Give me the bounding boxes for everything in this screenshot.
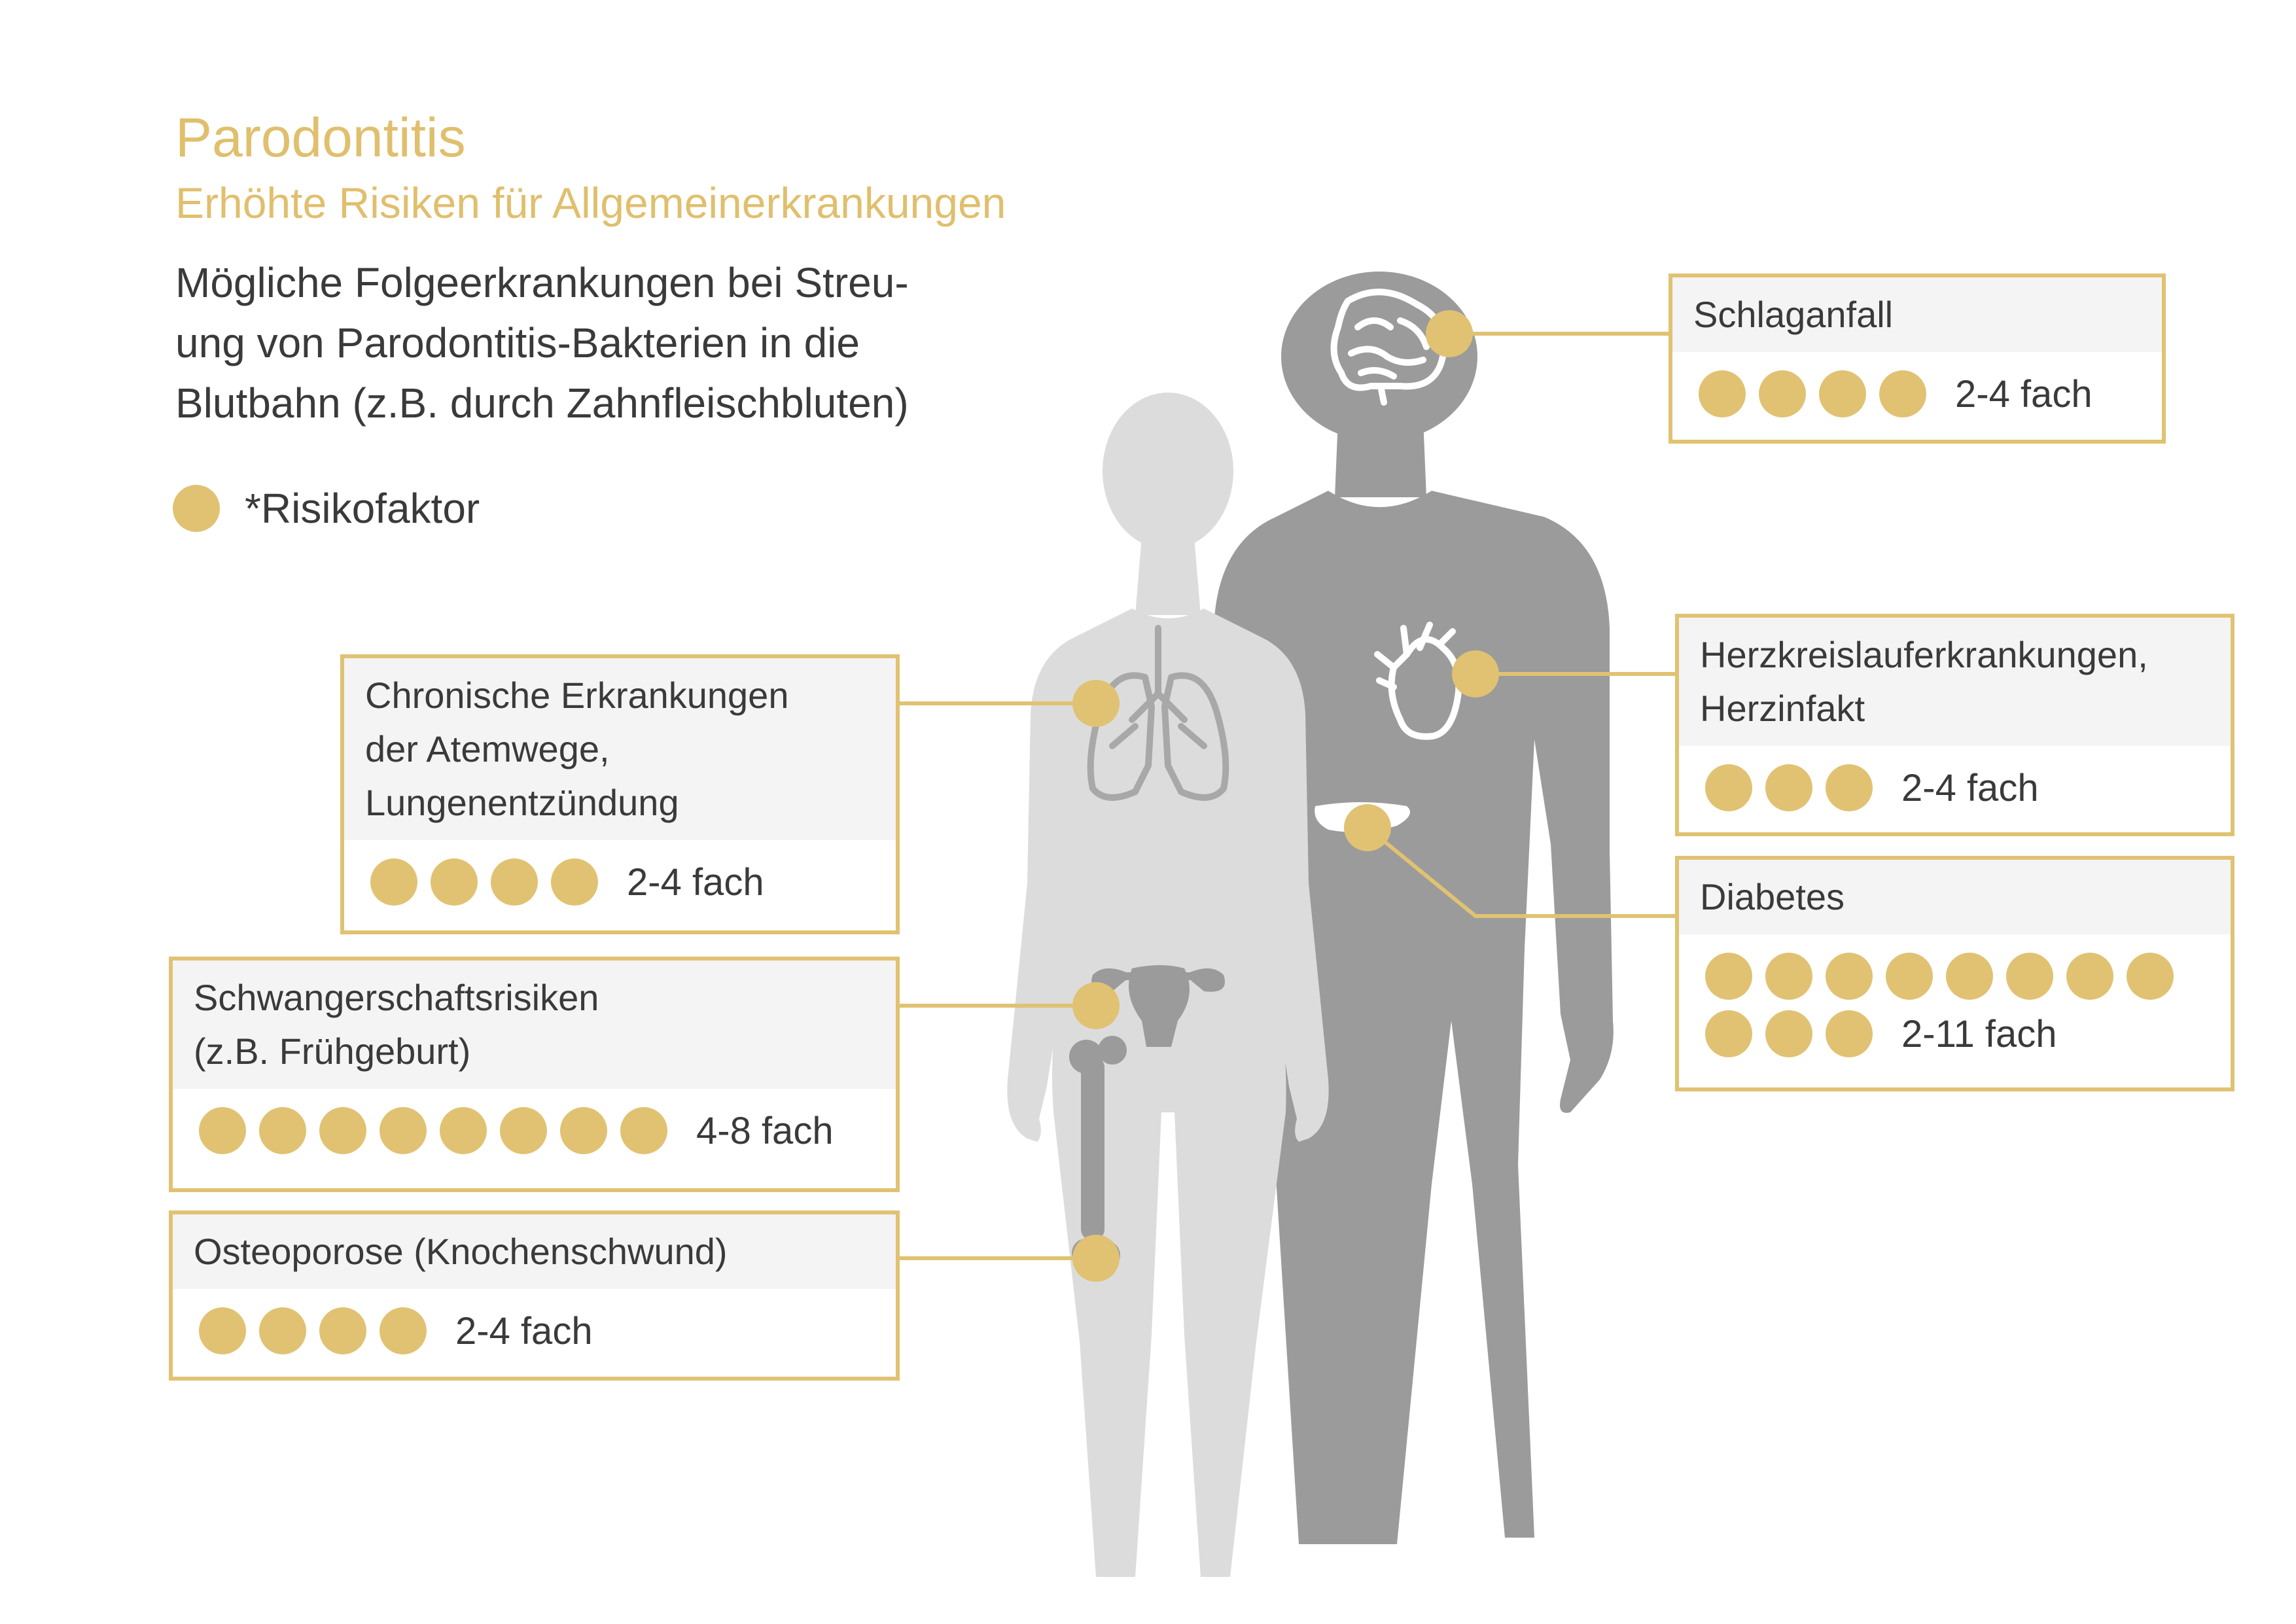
marker-lungs	[1072, 680, 1120, 727]
risk-label-line: Schlaganfall	[1693, 294, 1894, 335]
risk-box-head	[1679, 618, 2231, 746]
risk-factor-dot-icon	[500, 1107, 547, 1154]
legend	[173, 484, 480, 533]
page-title: Parodontitis	[175, 107, 466, 168]
intro-line: ung von Parodontitis-Bakterien in die	[175, 319, 860, 366]
risk-label-line: Herzinfakt	[1700, 688, 1865, 729]
risk-factor-dot-icon	[1886, 953, 1933, 1000]
intro-text	[175, 253, 909, 433]
risk-box-herz	[1675, 614, 2234, 836]
risk-factor-dot-icon	[380, 1107, 427, 1154]
risk-factor-label: 2-4 fach	[1901, 766, 2039, 809]
risk-box-head	[1679, 860, 2231, 934]
risk-dots	[1672, 352, 2162, 444]
risk-factor-dot-icon	[560, 1107, 607, 1154]
marker-brain	[1426, 310, 1473, 357]
risk-factor-label: 2-11 fach	[1901, 1012, 2057, 1055]
risk-box-head	[1672, 277, 2162, 352]
risk-label-line: (z.B. Frühgeburt)	[194, 1031, 471, 1072]
risk-factor-dot-icon	[1765, 953, 1812, 1000]
legend-label: *Risikofaktor	[245, 485, 480, 532]
marker-pancreas	[1344, 804, 1391, 851]
marker-bone	[1072, 1235, 1120, 1282]
risk-factor-dot-icon	[1705, 764, 1752, 811]
risk-factor-dot-icon	[1819, 370, 1866, 417]
risk-label-line: Schwangerschaftsrisiken	[194, 977, 599, 1018]
risk-factor-dot-icon	[370, 858, 417, 906]
risk-factor-dot-icon	[1759, 370, 1806, 417]
risk-dots	[344, 840, 896, 932]
risk-factor-dot-icon	[1765, 1010, 1812, 1057]
risk-label-line: Herzkreislauferkrankungen,	[1700, 634, 2148, 675]
risk-dots	[173, 1289, 896, 1381]
risk-factor-dot-icon	[1879, 370, 1926, 417]
risk-factor-dot-icon	[199, 1107, 246, 1154]
risk-box-osteoporose	[169, 1210, 900, 1381]
risk-factor-dot-icon	[259, 1307, 306, 1354]
risk-factor-dot-icon	[199, 1307, 246, 1354]
marker-uterus	[1072, 982, 1120, 1029]
risk-factor-dot-icon	[259, 1107, 306, 1154]
risk-box-atemwege	[340, 654, 900, 934]
risk-factor-dot-icon	[440, 1107, 487, 1154]
risk-factor-dot-icon	[2006, 953, 2053, 1000]
risk-box-head	[173, 1214, 896, 1289]
risk-factor-label: 2-4 fach	[455, 1309, 593, 1352]
risk-factor-dot-icon	[1826, 953, 1873, 1000]
risk-box-schlaganfall	[1669, 274, 2166, 444]
risk-factor-dot-icon	[1705, 953, 1752, 1000]
risk-factor-dot-icon	[620, 1107, 667, 1154]
risk-factor-dot-icon	[319, 1107, 366, 1154]
risk-dots	[173, 1089, 896, 1180]
intro-line: Blutbahn (z.B. durch Zahnfleischbluten)	[175, 380, 909, 427]
risk-label-line: Lungenentzündung	[365, 782, 679, 823]
risk-box-diabetes	[1675, 856, 2234, 1091]
risk-box-head	[344, 658, 896, 840]
risk-factor-dot-icon	[1699, 370, 1746, 417]
risk-factor-label: 2-4 fach	[627, 860, 764, 904]
risk-factor-dot-icon	[2066, 953, 2113, 1000]
risk-factor-dot-icon	[431, 858, 478, 906]
risk-factor-dot-icon	[173, 485, 220, 532]
risk-factor-dot-icon	[1826, 1010, 1873, 1057]
risk-label-line: der Atemwege,	[365, 728, 610, 769]
intro-line: Mögliche Folgeerkrankungen bei Streu-	[175, 259, 909, 306]
risk-factor-label: 4-8 fach	[696, 1109, 834, 1152]
risk-factor-dot-icon	[491, 858, 538, 906]
risk-dots	[1679, 934, 2231, 1084]
risk-label-line: Chronische Erkrankungen	[365, 675, 789, 716]
risk-box-head	[173, 961, 896, 1089]
risk-dots	[1679, 746, 2231, 838]
marker-heart	[1452, 650, 1499, 697]
risk-factor-label: 2-4 fach	[1955, 372, 2093, 415]
risk-label-line: Osteoporose (Knochenschwund)	[194, 1231, 728, 1272]
risk-factor-dot-icon	[2127, 953, 2174, 1000]
risk-box-schwangerschaft	[169, 957, 900, 1192]
risk-factor-dot-icon	[380, 1307, 427, 1354]
risk-factor-dot-icon	[1946, 953, 1993, 1000]
risk-factor-dot-icon	[1705, 1010, 1752, 1057]
page-subtitle: Erhöhte Risiken für Allgemeinerkrankungen	[175, 179, 1006, 227]
risk-factor-dot-icon	[1826, 764, 1873, 811]
risk-factor-dot-icon	[1765, 764, 1812, 811]
risk-label-line: Diabetes	[1700, 876, 1845, 917]
risk-factor-dot-icon	[319, 1307, 366, 1354]
risk-factor-dot-icon	[551, 858, 598, 906]
